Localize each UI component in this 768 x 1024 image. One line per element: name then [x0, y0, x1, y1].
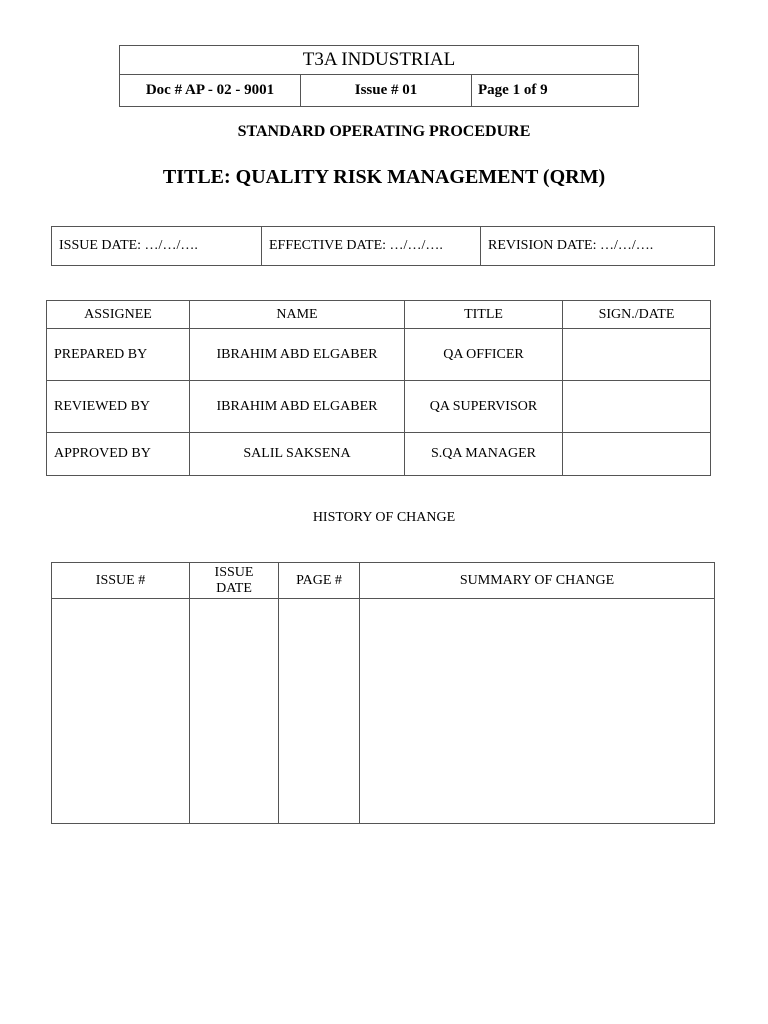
history-header-row [52, 563, 715, 599]
table-row [47, 381, 711, 433]
title-cell: QA OFFICER [405, 329, 563, 381]
title-cell: S.QA MANAGER [405, 433, 563, 476]
history-cell [190, 599, 279, 824]
dates-table [51, 226, 715, 266]
name-cell: IBRAHIM ABD ELGABER [190, 381, 405, 433]
name-cell: SALIL SAKSENA [190, 433, 405, 476]
issue-date-header: ISSUE DATE [214, 564, 254, 596]
sign-cell [563, 433, 711, 476]
column-header: SIGN./DATE [563, 301, 711, 329]
table-row [47, 329, 711, 381]
history-heading: HISTORY OF CHANGE [312, 510, 456, 525]
issue-date: ISSUE DATE: …/…/…. [52, 227, 262, 266]
issue-number: Issue # 01 [301, 75, 472, 107]
column-header [190, 563, 279, 599]
history-cell [52, 599, 190, 824]
effective-date: EFFECTIVE DATE: …/…/…. [262, 227, 481, 266]
column-header: PAGE # [279, 563, 360, 599]
approval-header-row [47, 301, 711, 329]
column-header: TITLE [405, 301, 563, 329]
name-cell: IBRAHIM ABD ELGABER [190, 329, 405, 381]
approval-table [46, 300, 711, 476]
history-cell [279, 599, 360, 824]
column-header: ISSUE # [52, 563, 190, 599]
sop-label: STANDARD OPERATING PROCEDURE [237, 123, 531, 140]
column-header: NAME [190, 301, 405, 329]
column-header: ASSIGNEE [47, 301, 190, 329]
document-title: TITLE: QUALITY RISK MANAGEMENT (QRM) [162, 166, 606, 188]
column-header: SUMMARY OF CHANGE [360, 563, 715, 599]
assignee-cell: APPROVED BY [47, 433, 190, 476]
revision-date: REVISION DATE: …/…/…. [481, 227, 715, 266]
history-table [51, 562, 715, 824]
assignee-cell: PREPARED BY [47, 329, 190, 381]
page-number: Page 1 of 9 [472, 75, 639, 107]
table-row [47, 433, 711, 476]
history-cell [360, 599, 715, 824]
sign-cell [563, 329, 711, 381]
history-body-row [52, 599, 715, 824]
company-name: T3A INDUSTRIAL [120, 46, 639, 75]
document-header [119, 45, 639, 107]
doc-number: Doc # AP - 02 - 9001 [120, 75, 301, 107]
assignee-cell: REVIEWED BY [47, 381, 190, 433]
sign-cell [563, 381, 711, 433]
title-cell: QA SUPERVISOR [405, 381, 563, 433]
